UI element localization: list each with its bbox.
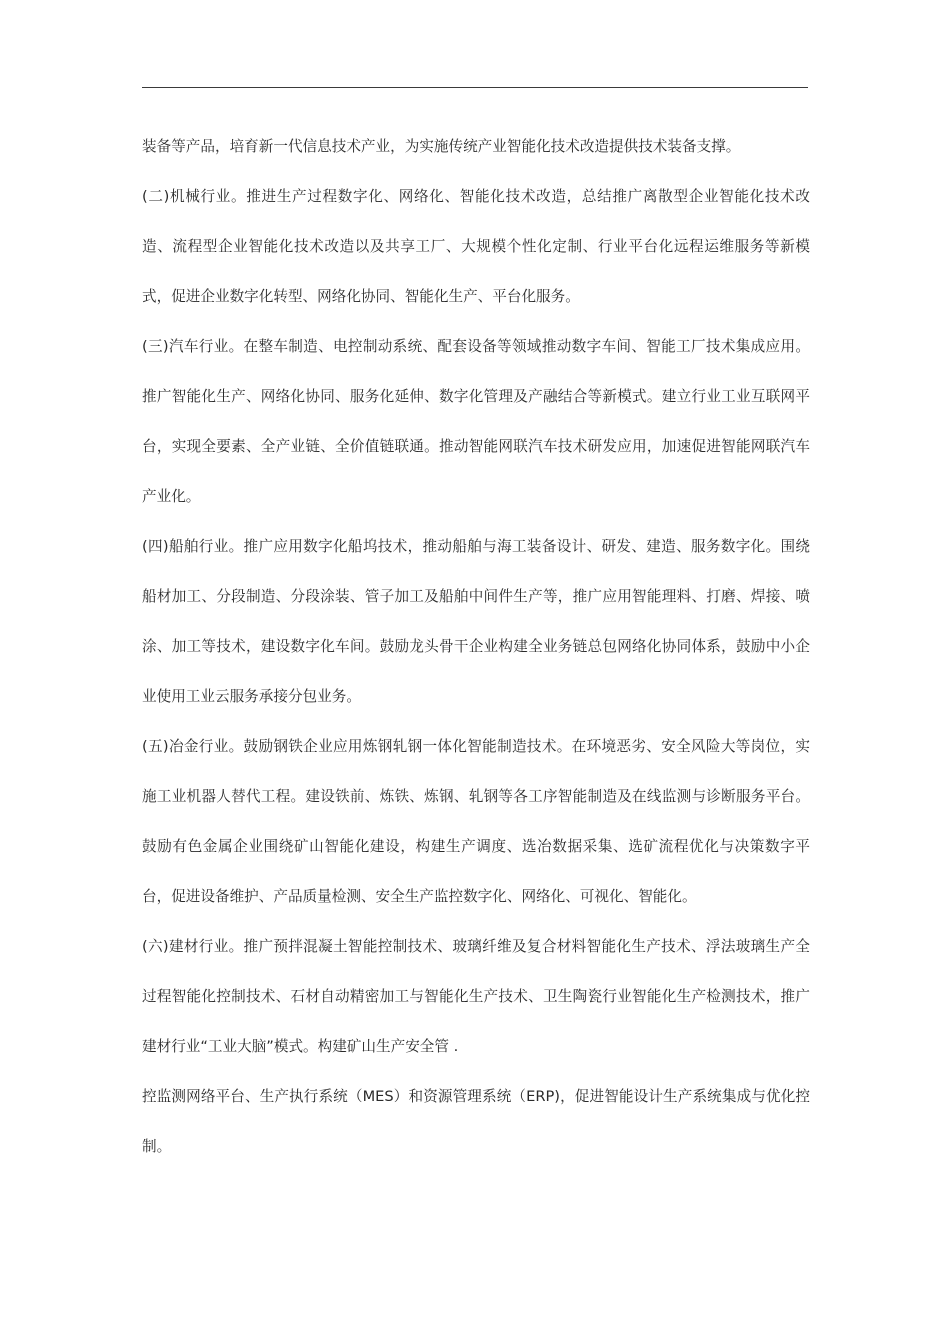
paragraph-monitoring-platform: 控监测网络平台、生产执行系统（MES）和资源管理系统（ERP)，促进智能设计生产系统集成与优化控制。 [142,1088,810,1155]
paragraph-building-materials-industry: (六)建材行业。推广预拌混凝土智能控制技术、玻璃纤维及复合材料智能化生产技术、浮法玻璃生产全过程智能化控制技术、石材自动精密加工与智能化生产技术、卫生陶瓷行业智能化生产检测技术，推广建材行业“工业大脑”模式。构建矿山生产安全管 . [142,938,810,1055]
paragraph-equipment-continuation: 装备等产品，培育新一代信息技术产业，为实施传统产业智能化技术改造提供技术装备支撑。 [142,138,741,155]
paragraph-metallurgy-industry: (五)冶金行业。鼓励钢铁企业应用炼钢轧钢一体化智能制造技术。在环境恶劣、安全风险大等岗位，实施工业机器人替代工程。建设铁前、炼铁、炼钢、轧钢等各工序智能制造及在线监测与诊断服务平台。鼓励有色金属企业围绕矿山智能化建设，构建生产调度、选冶数据采集、选矿流程优化与决策数字平台，促进设备维护、产品质量检测、安全生产监控数字化、网络化、可视化、智能化。 [142,738,810,905]
paragraph-machinery-industry: (二)机械行业。推进生产过程数字化、网络化、智能化技术改造，总结推广离散型企业智能化技术改造、流程型企业智能化技术改造以及共享工厂、大规模个性化定制、行业平台化远程运维服务等新模式，促进企业数字化转型、网络化协同、智能化生产、平台化服务。 [142,188,810,305]
header-rule [142,87,808,88]
paragraph-automotive-industry: (三)汽车行业。在整车制造、电控制动系统、配套设备等领域推动数字车间、智能工厂技术集成应用。推广智能化生产、网络化协同、服务化延伸、数字化管理及产融结合等新模式。建立行业工业互联网平台，实现全要素、全产业链、全价值链联通。推动智能网联汽车技术研发应用，加速促进智能网联汽车产业化。 [142,338,810,505]
paragraph-shipbuilding-industry: (四)船舶行业。推广应用数字化船坞技术，推动船舶与海工装备设计、研发、建造、服务数字化。围绕船材加工、分段制造、分段涂装、管子加工及船舶中间件生产等，推广应用智能理料、打磨、焊接、喷涂、加工等技术，建设数字化车间。鼓励龙头骨干企业构建全业务链总包网络化协同体系，鼓励中小企业使用工业云服务承接分包业务。 [142,538,810,705]
page-body [142,122,810,1172]
